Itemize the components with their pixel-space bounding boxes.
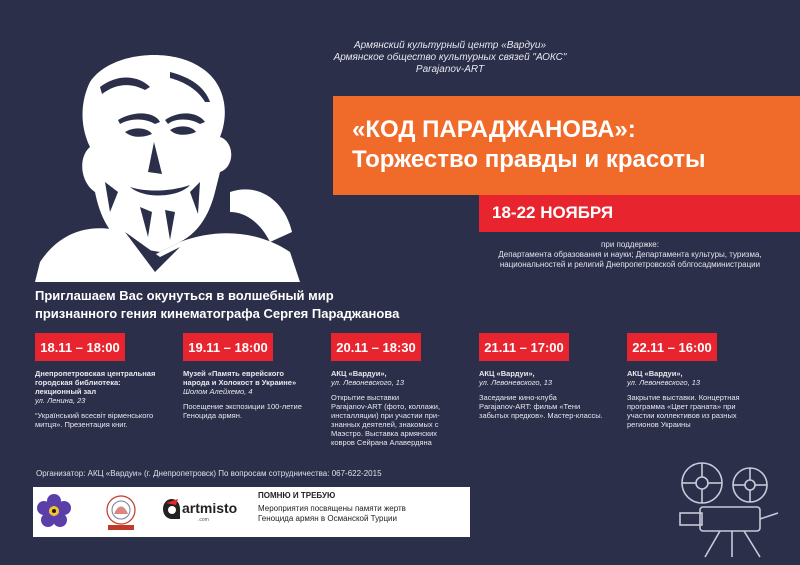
event-desc: Маэстро. Выставка армянских xyxy=(331,429,438,438)
event-time: 20.11 – 18:30 xyxy=(331,333,421,361)
organizer-line: Армянский культурный центр «Вардуи» xyxy=(353,40,547,51)
event-desc: Посещение экспозиции 100-летие xyxy=(183,402,302,411)
event-address: ул. Левоневского, 13 xyxy=(331,378,405,387)
event-time: 18.11 – 18:00 xyxy=(35,333,125,361)
event-card xyxy=(183,333,323,420)
event-venue: городская библиотека: xyxy=(35,378,121,387)
event-venue: АКЦ «Вардуи», xyxy=(627,369,683,378)
film-projector-icon xyxy=(660,455,795,560)
event-address: Шолом Алейхемо, 4 xyxy=(183,387,253,396)
event-desc: ковров Сейрана Алавердяна xyxy=(331,438,432,447)
event-desc: знанных деятелей, знакомых с xyxy=(331,420,439,429)
event-venue: Музей «Память еврейского xyxy=(183,369,284,378)
event-desc: Заседание кино-клуба xyxy=(479,393,557,402)
event-time: 22.11 – 16:00 xyxy=(627,333,717,361)
event-desc: Открытие выставки xyxy=(331,393,400,402)
title-line-2: Торжество правды и красоты xyxy=(352,146,706,173)
event-desc: программа «Цвет граната» при xyxy=(627,402,736,411)
event-desc: забытых предков». Мастер-классы. xyxy=(479,411,603,420)
event-desc: Parajanov-ART: фильм «Тени xyxy=(479,402,581,411)
event-desc: инсталляции) при участии при- xyxy=(331,411,440,420)
event-time: 21.11 – 17:00 xyxy=(479,333,569,361)
event-venue: АКЦ «Вардуи», xyxy=(479,369,535,378)
memory-text xyxy=(258,504,406,524)
memory-line: Мероприятия посвящены памяти жертв xyxy=(258,504,406,513)
support-line: Департамента образования и науки; Департамента культуры, туризма, xyxy=(498,250,762,259)
event-venue: Днепропетровская центральная xyxy=(35,369,156,378)
event-desc: регионов Украины xyxy=(627,420,691,429)
artmisto-logo xyxy=(162,497,182,521)
support-line: национальностей и религий Днепропетровской облгосадминистрации xyxy=(499,260,761,269)
invitation-text xyxy=(35,287,399,323)
invite-line: признанного гения кинематографа Сергея Параджанова xyxy=(35,306,400,321)
event-card xyxy=(331,333,471,447)
event-card xyxy=(627,333,767,429)
event-desc: Закрытие выставки. Концертная xyxy=(627,393,740,402)
artmisto-domain: .com xyxy=(198,517,209,523)
portrait-illustration xyxy=(30,42,330,282)
event-venue: народа и Холокост в Украине» xyxy=(183,378,297,387)
event-desc: митця». Презентация книг. xyxy=(35,420,128,429)
event-address: ул. Левоневского, 13 xyxy=(479,378,553,387)
event-desc: Геноцида армян. xyxy=(183,411,242,420)
event-desc: “Український всесвіт вірменського xyxy=(35,411,154,420)
forget-me-not-logo xyxy=(36,493,72,529)
invite-line: Приглашаем Вас окунуться в волшебный мир xyxy=(35,288,334,303)
event-desc: Parajanov-ART (фото, коллажи, xyxy=(331,402,441,411)
event-card xyxy=(479,333,619,420)
event-address: ул. Ленина, 23 xyxy=(35,396,86,405)
artmisto-wordmark: artmisto xyxy=(182,500,238,516)
memory-title: ПОМНЮ И ТРЕБУЮ xyxy=(258,491,336,500)
event-address: ул. Левоневского, 13 xyxy=(627,378,701,387)
event-desc: участии коллективов из разных xyxy=(627,411,737,420)
event-venue: лекционный зал xyxy=(35,387,97,396)
organizer-line: Parajanov-ART xyxy=(415,64,485,75)
support-text xyxy=(480,240,780,270)
support-line: при поддержке: xyxy=(601,240,659,249)
event-dates: 18-22 НОЯБРЯ xyxy=(492,203,614,222)
title-line-1: «КОД ПАРАДЖАНОВА»: xyxy=(352,116,636,143)
memory-line: Геноцида армян в Османской Турции xyxy=(258,514,397,523)
organizer-line: Армянское общество культурных связей "АОКС" xyxy=(333,52,567,63)
organizer-contact: Организатор: АКЦ «Вардуи» (г. Днепропетровск) По вопросам сотрудничества: 067-622-2015 xyxy=(36,469,382,478)
organizers-header xyxy=(330,40,570,76)
event-time: 19.11 – 18:00 xyxy=(183,333,273,361)
emblem-logo xyxy=(100,492,142,532)
event-venue: АКЦ «Вардуи», xyxy=(331,369,387,378)
event-card xyxy=(35,333,175,429)
